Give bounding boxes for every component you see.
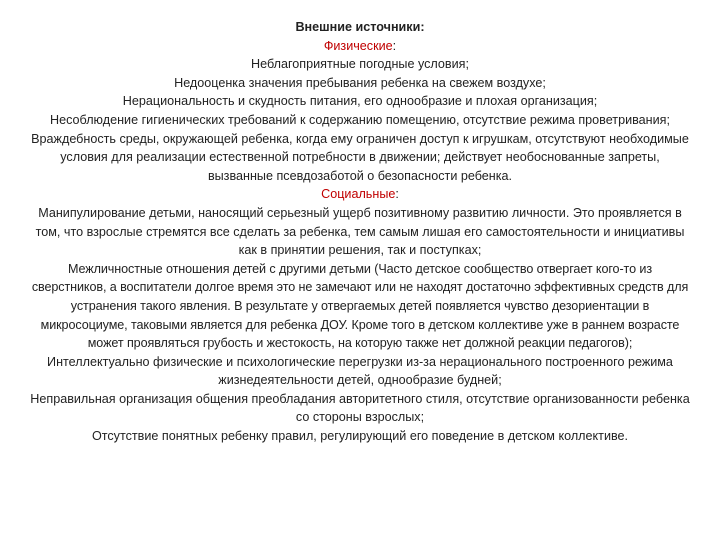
physical-item: Враждебность среды, окружающей ребенка, когда ему ограничен доступ к игрушкам, отсутствуют необходимые условия для реализации естественной потребности в движении; действует необоснованные запреты, вызванные псевдозаботой о безопасности ребенка. (31, 131, 689, 183)
physical-item: Несоблюдение гигиенических требований к содержанию помещению, отсутствие режима проветривания; (50, 112, 670, 127)
slide-title: Внешние источники: (295, 20, 425, 34)
social-heading (30, 185, 690, 204)
social-heading-colon: : (395, 187, 399, 202)
social-item: Манипулирование детьми, наносящий серьезный ущерб позитивному развитию личности. Это проявляется в том, что взрослые стремятся все сделать за ребенка, тем самым лишая его самостоятельности и инициативы как в принятии решения, так и поступках; (35, 205, 685, 258)
social-item: Интеллектуально физические и психологические перегрузки из-за нерационального построенного режима жизнедеятельности детей, однообразие будней; (47, 354, 673, 388)
physical-item: Нерациональность и скудность питания, его однообразие и плохая организация; (122, 94, 598, 109)
slide-content (30, 18, 690, 446)
social-item: Неправильная организация общения преобладания авторитетного стиля, отсутствие организованности ребенка со стороны взрослых; (30, 391, 690, 425)
social-item: Межличностные отношения детей с другими детьми (Часто детское сообщество отвергает кого-то из сверстников, а воспитатели долгое время это не замечают или не находят достаточно эффективных средств для устранения такого явления. В результате у отвергаемых детей появляется чувство дезориентации в микросоциуме, таковыми является для ребенка ДОУ. Кроме того в детском коллективе уже в раннем возрасте может проявляться грубость и жестокость, на которую также нет должной реакции педагогов); (31, 261, 689, 351)
physical-item: Недооценка значения пребывания ребенка на свежем воздухе; (174, 75, 546, 90)
social-item: Отсутствие понятных ребенку правил, регулирующий его поведение в детском коллективе. (91, 429, 629, 444)
social-heading-label: Социальные (321, 187, 396, 202)
physical-heading (30, 37, 690, 56)
physical-heading-colon: : (392, 38, 397, 53)
physical-heading-label: Физические (323, 38, 393, 53)
physical-item: Неблагоприятные погодные условия; (251, 57, 469, 72)
